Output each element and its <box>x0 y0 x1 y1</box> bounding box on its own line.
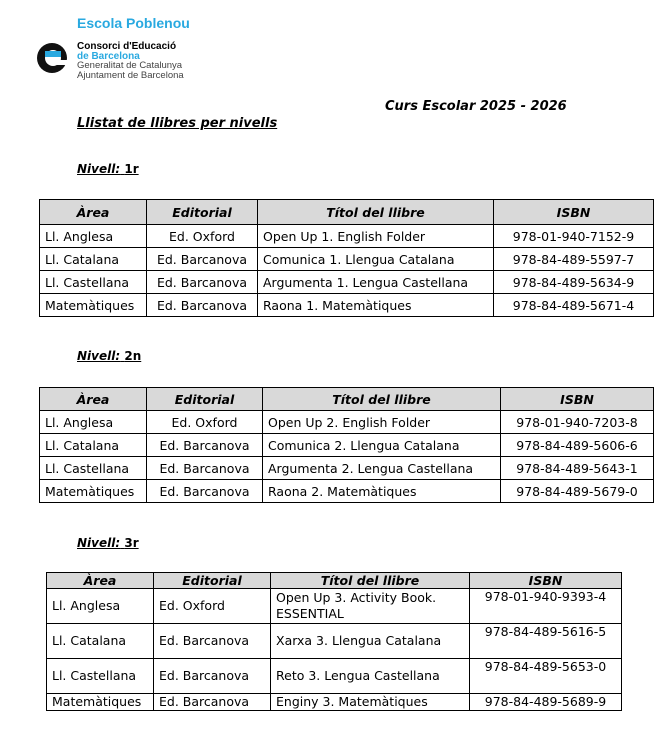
cell-editorial: Ed. Barcanova <box>147 480 263 503</box>
consorci-text <box>77 42 184 80</box>
table-row <box>40 248 654 271</box>
level-heading <box>77 162 139 176</box>
cell-isbn: 978-84-489-5653-0 <box>470 659 622 694</box>
table-header-row <box>40 388 654 411</box>
table-header-row <box>40 200 654 225</box>
cell-isbn: 978-84-489-5679-0 <box>501 480 654 503</box>
cell-title: Comunica 1. Llengua Catalana <box>258 248 494 271</box>
cell-editorial: Ed. Barcanova <box>147 457 263 480</box>
cell-isbn: 978-84-489-5643-1 <box>501 457 654 480</box>
header-isbn: ISBN <box>501 388 654 411</box>
cell-editorial: Ed. Barcanova <box>154 694 271 711</box>
school-name: Escola Poblenou <box>77 15 190 31</box>
level-value: 1r <box>124 162 139 176</box>
cell-area: Ll. Anglesa <box>47 589 154 624</box>
consorci-line: Generalitat de Catalunya <box>77 60 183 71</box>
table-row <box>40 434 654 457</box>
cell-title: Open Up 1. English Folder <box>258 225 494 248</box>
header-editorial: Editorial <box>154 573 271 589</box>
level-label: Nivell: <box>77 162 121 176</box>
cell-area: Ll. Catalana <box>47 624 154 659</box>
header-area: Àrea <box>40 388 147 411</box>
level-heading <box>77 536 139 550</box>
cell-isbn: 978-84-489-5597-7 <box>494 248 654 271</box>
cell-title: Reto 3. Lengua Castellana <box>271 659 470 694</box>
level-label: Nivell: <box>77 536 121 550</box>
cell-title: Argumenta 1. Lengua Castellana <box>258 271 494 294</box>
header-area: Àrea <box>40 200 147 225</box>
table-row <box>47 694 622 711</box>
cell-area: Matemàtiques <box>47 694 154 711</box>
cell-isbn: 978-84-489-5671-4 <box>494 294 654 317</box>
cell-isbn: 978-84-489-5689-9 <box>470 694 622 711</box>
header-editorial: Editorial <box>147 388 263 411</box>
cell-title: Raona 2. Matemàtiques <box>263 480 501 503</box>
table-row <box>40 411 654 434</box>
header-isbn: ISBN <box>470 573 622 589</box>
table-row <box>40 271 654 294</box>
cell-title: Comunica 2. Llengua Catalana <box>263 434 501 457</box>
cell-area: Ll. Catalana <box>40 434 147 457</box>
school-year: Curs Escolar 2025 - 2026 <box>385 99 567 114</box>
consorci-line: de Barcelona <box>77 50 140 62</box>
cell-area: Ll. Castellana <box>40 457 147 480</box>
cell-area: Ll. Catalana <box>40 248 147 271</box>
cell-title: Raona 1. Matemàtiques <box>258 294 494 317</box>
table-row <box>40 294 654 317</box>
table-row <box>40 457 654 480</box>
cell-isbn: 978-01-940-7203-8 <box>501 411 654 434</box>
books-table-level-2 <box>39 387 654 503</box>
table-row <box>47 624 622 659</box>
cell-area: Matemàtiques <box>40 480 147 503</box>
cell-area: Ll. Anglesa <box>40 225 147 248</box>
cell-area: Matemàtiques <box>40 294 147 317</box>
level-heading <box>77 349 141 363</box>
header-title: Títol del llibre <box>258 200 494 225</box>
cell-title: Open Up 3. Activity Book. ESSENTIAL <box>271 589 470 624</box>
header-title: Títol del llibre <box>271 573 470 589</box>
cell-isbn: 978-01-940-7152-9 <box>494 225 654 248</box>
books-table-level-1 <box>39 199 654 317</box>
cell-isbn: 978-84-489-5616-5 <box>470 624 622 659</box>
cell-title: Enginy 3. Matemàtiques <box>271 694 470 711</box>
cell-area: Ll. Castellana <box>47 659 154 694</box>
table-row <box>47 659 622 694</box>
cell-area: Ll. Castellana <box>40 271 147 294</box>
table-header-row <box>47 573 622 589</box>
cell-editorial: Ed. Barcanova <box>147 434 263 457</box>
level-value: 3r <box>124 536 139 550</box>
cell-title: Open Up 2. English Folder <box>263 411 501 434</box>
cell-editorial: Ed. Barcanova <box>154 659 271 694</box>
cell-editorial: Ed. Barcanova <box>154 624 271 659</box>
header-title: Títol del llibre <box>263 388 501 411</box>
consorci-logo-icon <box>36 42 68 74</box>
cell-editorial: Ed. Oxford <box>154 589 271 624</box>
level-value: 2n <box>124 349 142 363</box>
books-table-level-3 <box>46 572 622 711</box>
table-row <box>40 225 654 248</box>
consorci-line: Ajuntament de Barcelona <box>77 69 184 81</box>
cell-editorial: Ed. Barcanova <box>147 271 258 294</box>
level-label: Nivell: <box>77 349 121 363</box>
cell-area: Ll. Anglesa <box>40 411 147 434</box>
table-row <box>47 589 622 624</box>
cell-title: Argumenta 2. Lengua Castellana <box>263 457 501 480</box>
cell-title: Xarxa 3. Llengua Catalana <box>271 624 470 659</box>
header-area: Àrea <box>47 573 154 589</box>
cell-editorial: Ed. Barcanova <box>147 294 258 317</box>
cell-editorial: Ed. Barcanova <box>147 248 258 271</box>
consorci-line: Consorci d'Educació <box>77 41 177 52</box>
header-isbn: ISBN <box>494 200 654 225</box>
table-row <box>40 480 654 503</box>
cell-isbn: 978-84-489-5606-6 <box>501 434 654 457</box>
cell-editorial: Ed. Oxford <box>147 225 258 248</box>
cell-editorial: Ed. Oxford <box>147 411 263 434</box>
document-title: Llistat de llibres per nivells <box>77 116 278 131</box>
cell-isbn: 978-84-489-5634-9 <box>494 271 654 294</box>
cell-isbn: 978-01-940-9393-4 <box>470 589 622 624</box>
header-editorial: Editorial <box>147 200 258 225</box>
